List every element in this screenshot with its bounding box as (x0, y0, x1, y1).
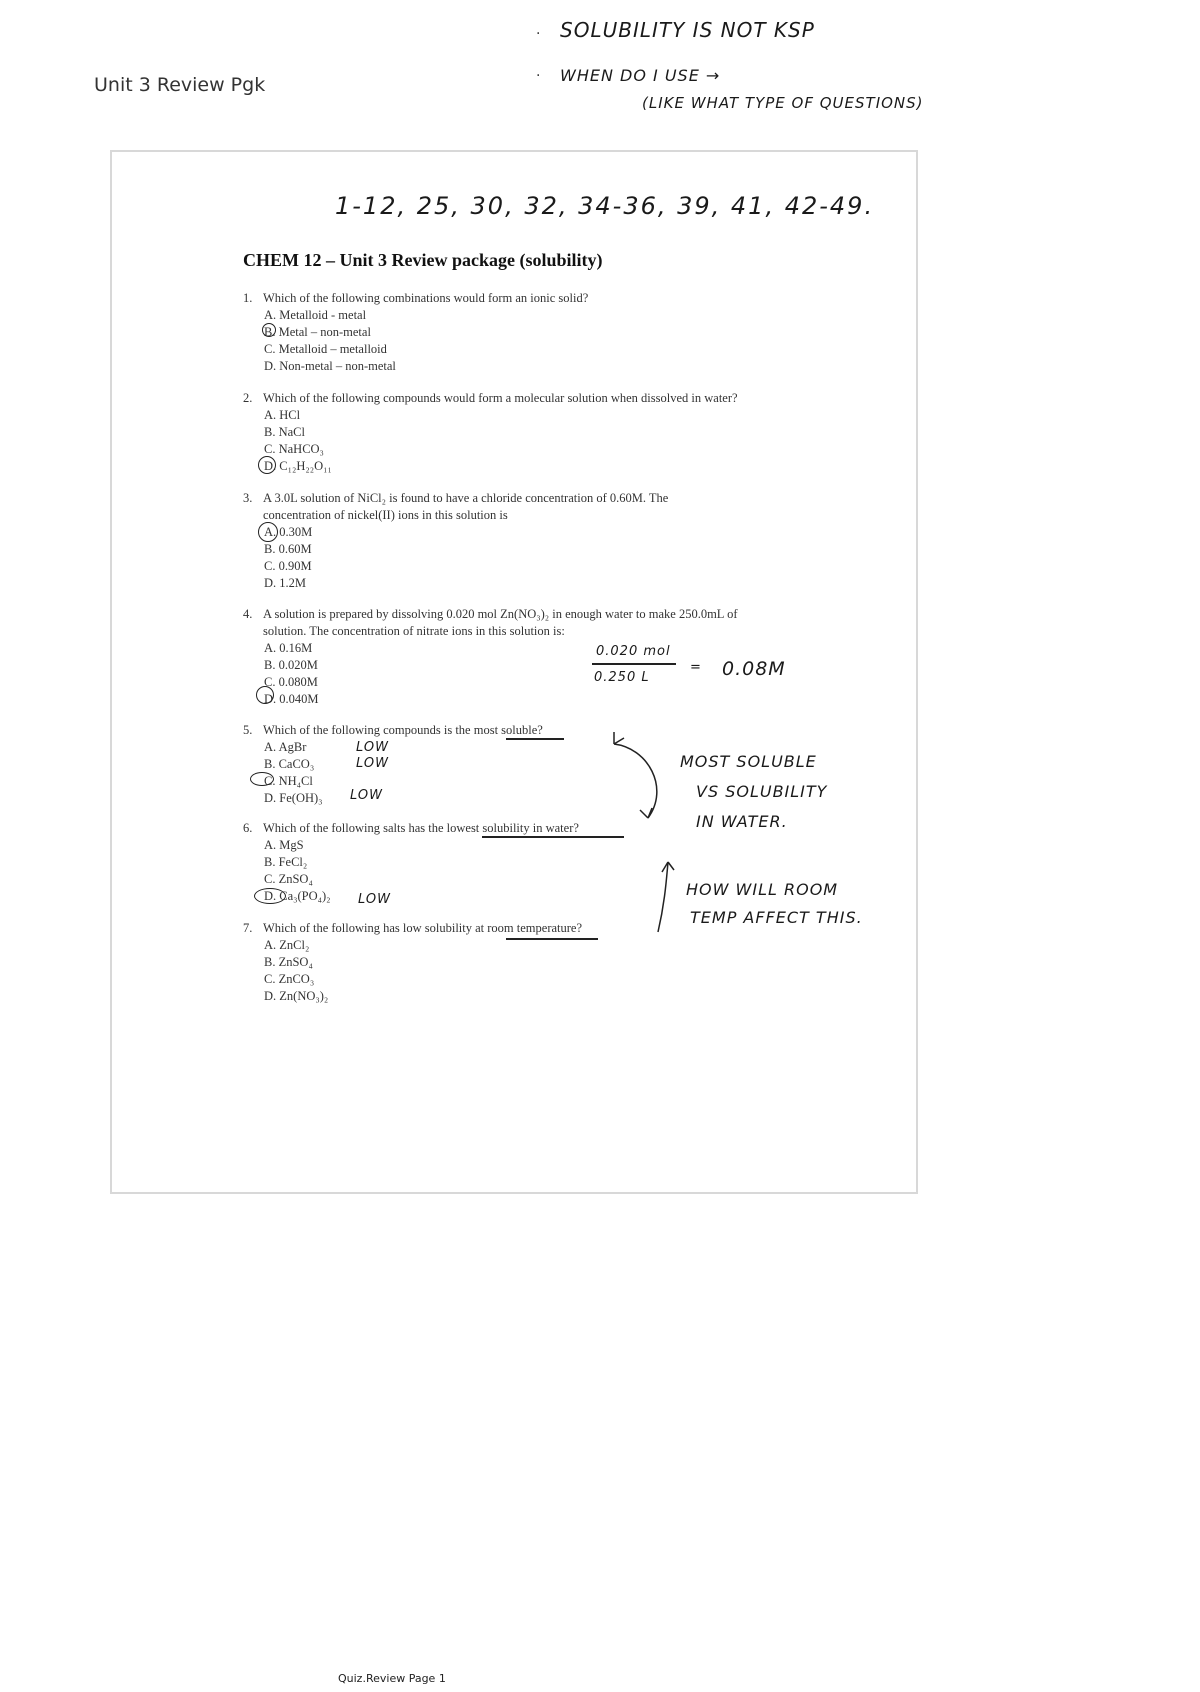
option: B. 0.60M (264, 542, 312, 556)
option: D. Zn(NO₃)₂ (264, 989, 329, 1003)
fraction-bar (592, 663, 676, 665)
option: A. AgBr (264, 740, 307, 754)
handwritten-note-most-soluble-3: IN WATER. (696, 812, 788, 831)
question-number: 7. (243, 921, 253, 935)
question-stem: A 3.0L solution of NiCl₂ is found to have a chloride concentration of 0.60M. The (263, 491, 669, 505)
option: A. MgS (264, 838, 304, 852)
option: B. NaCl (264, 425, 305, 439)
handwritten-low: LOW (356, 740, 389, 755)
option: B. CaCO₃ (264, 757, 315, 771)
answer-circle (258, 522, 278, 542)
page-title: Unit 3 Review Pgk (94, 74, 266, 96)
option: D. C₁₂H₂₂O₁₁ (264, 459, 332, 473)
handwritten-note-room-temp-1: HOW WILL ROOM (686, 880, 839, 899)
bullet-dot: · (536, 68, 541, 84)
question-stem: Which of the following salts has the lowest solubility in water? (263, 821, 579, 835)
handwritten-question-list: 1-12, 25, 30, 32, 34-36, 39, 41, 42-49. (335, 192, 875, 220)
question-stem: Which of the following has low solubility at room temperature? (263, 921, 583, 935)
answer-circle (256, 686, 274, 704)
option: C. Metalloid – metalloid (264, 342, 387, 356)
option: C. NH₄Cl (264, 774, 313, 788)
question-2 (243, 390, 738, 475)
option: B. FeCl₂ (264, 855, 308, 869)
question-stem: A solution is prepared by dissolving 0.020 mol Zn(NO₃)₂ in enough water to make 250.0mL of (263, 607, 738, 621)
document-title: CHEM 12 – Unit 3 Review package (solubility) (243, 250, 603, 270)
option: A. HCl (264, 408, 301, 422)
bullet-dot: · (536, 26, 541, 42)
option: C. ZnCO₃ (264, 972, 315, 986)
question-number: 3. (243, 491, 253, 505)
underline-lowest (482, 836, 624, 838)
option: A. ZnCl₂ (264, 938, 310, 952)
handwritten-note-when-use: WHEN DO I USE → (560, 66, 721, 85)
option: D. 1.2M (264, 576, 307, 590)
question-5 (243, 722, 543, 807)
underline-most (506, 738, 564, 740)
question-6 (243, 820, 579, 905)
question-stem-cont: concentration of nickel(II) ions in this solution is (263, 508, 508, 522)
option: D. Non-metal – non-metal (264, 359, 396, 373)
option: D. Fe(OH)₃ (264, 791, 323, 805)
handwritten-calc-denominator: 0.250 L (594, 670, 650, 685)
option: A. Metalloid - metal (264, 308, 367, 322)
question-stem: Which of the following compounds would form a molecular solution when dissolved in water? (263, 391, 738, 405)
option: B. ZnSO₄ (264, 955, 313, 969)
handwritten-low: LOW (350, 788, 383, 803)
handwritten-note-most-soluble-1: MOST SOLUBLE (680, 752, 817, 771)
option: A. 0.30M (264, 525, 313, 539)
question-number: 4. (243, 607, 253, 621)
page-footer: Quiz.Review Page 1 (338, 1672, 446, 1685)
underline-room-temp (506, 938, 598, 940)
handwritten-note-most-soluble-2: VS SOLUBILITY (696, 782, 828, 801)
question-7 (243, 920, 582, 1005)
question-stem: Which of the following compounds is the most soluble? (263, 723, 543, 737)
option: C. 0.90M (264, 559, 312, 573)
question-number: 2. (243, 391, 253, 405)
answer-circle (254, 888, 286, 904)
handwritten-low: LOW (356, 756, 389, 771)
option: B. 0.020M (264, 658, 318, 672)
option: B. Metal – non-metal (264, 325, 371, 339)
handwritten-note-room-temp-2: TEMP AFFECT THIS. (690, 908, 863, 927)
curved-arrow-icon (608, 728, 668, 828)
question-number: 1. (243, 291, 253, 305)
handwritten-calc-result: 0.08M (722, 658, 786, 680)
answer-circle (258, 456, 276, 474)
arrow-up-icon (652, 856, 682, 936)
answer-circle (262, 323, 276, 337)
handwritten-note-solubility: SOLUBILITY IS NOT KSP (560, 18, 815, 42)
option: D. 0.040M (264, 692, 319, 706)
option: C. NaHCO₃ (264, 442, 324, 456)
question-1 (243, 290, 588, 375)
answer-circle (250, 772, 274, 786)
question-number: 6. (243, 821, 253, 835)
handwritten-note-question-types: (LIKE WHAT TYPE OF QUESTIONS) (642, 94, 924, 112)
option: C. ZnSO₄ (264, 872, 313, 886)
question-3 (243, 490, 668, 592)
question-number: 5. (243, 723, 253, 737)
handwritten-calc-numerator: 0.020 mol (596, 644, 671, 659)
question-stem-cont: solution. The concentration of nitrate ions in this solution is: (263, 624, 565, 638)
option: C. 0.080M (264, 675, 318, 689)
question-stem: Which of the following combinations would form an ionic solid? (263, 291, 589, 305)
option: A. 0.16M (264, 641, 313, 655)
handwritten-low: LOW (358, 892, 391, 907)
handwritten-calc-equals: = (690, 660, 702, 675)
option: D. Ca₃(PO₄)₂ (264, 889, 331, 903)
